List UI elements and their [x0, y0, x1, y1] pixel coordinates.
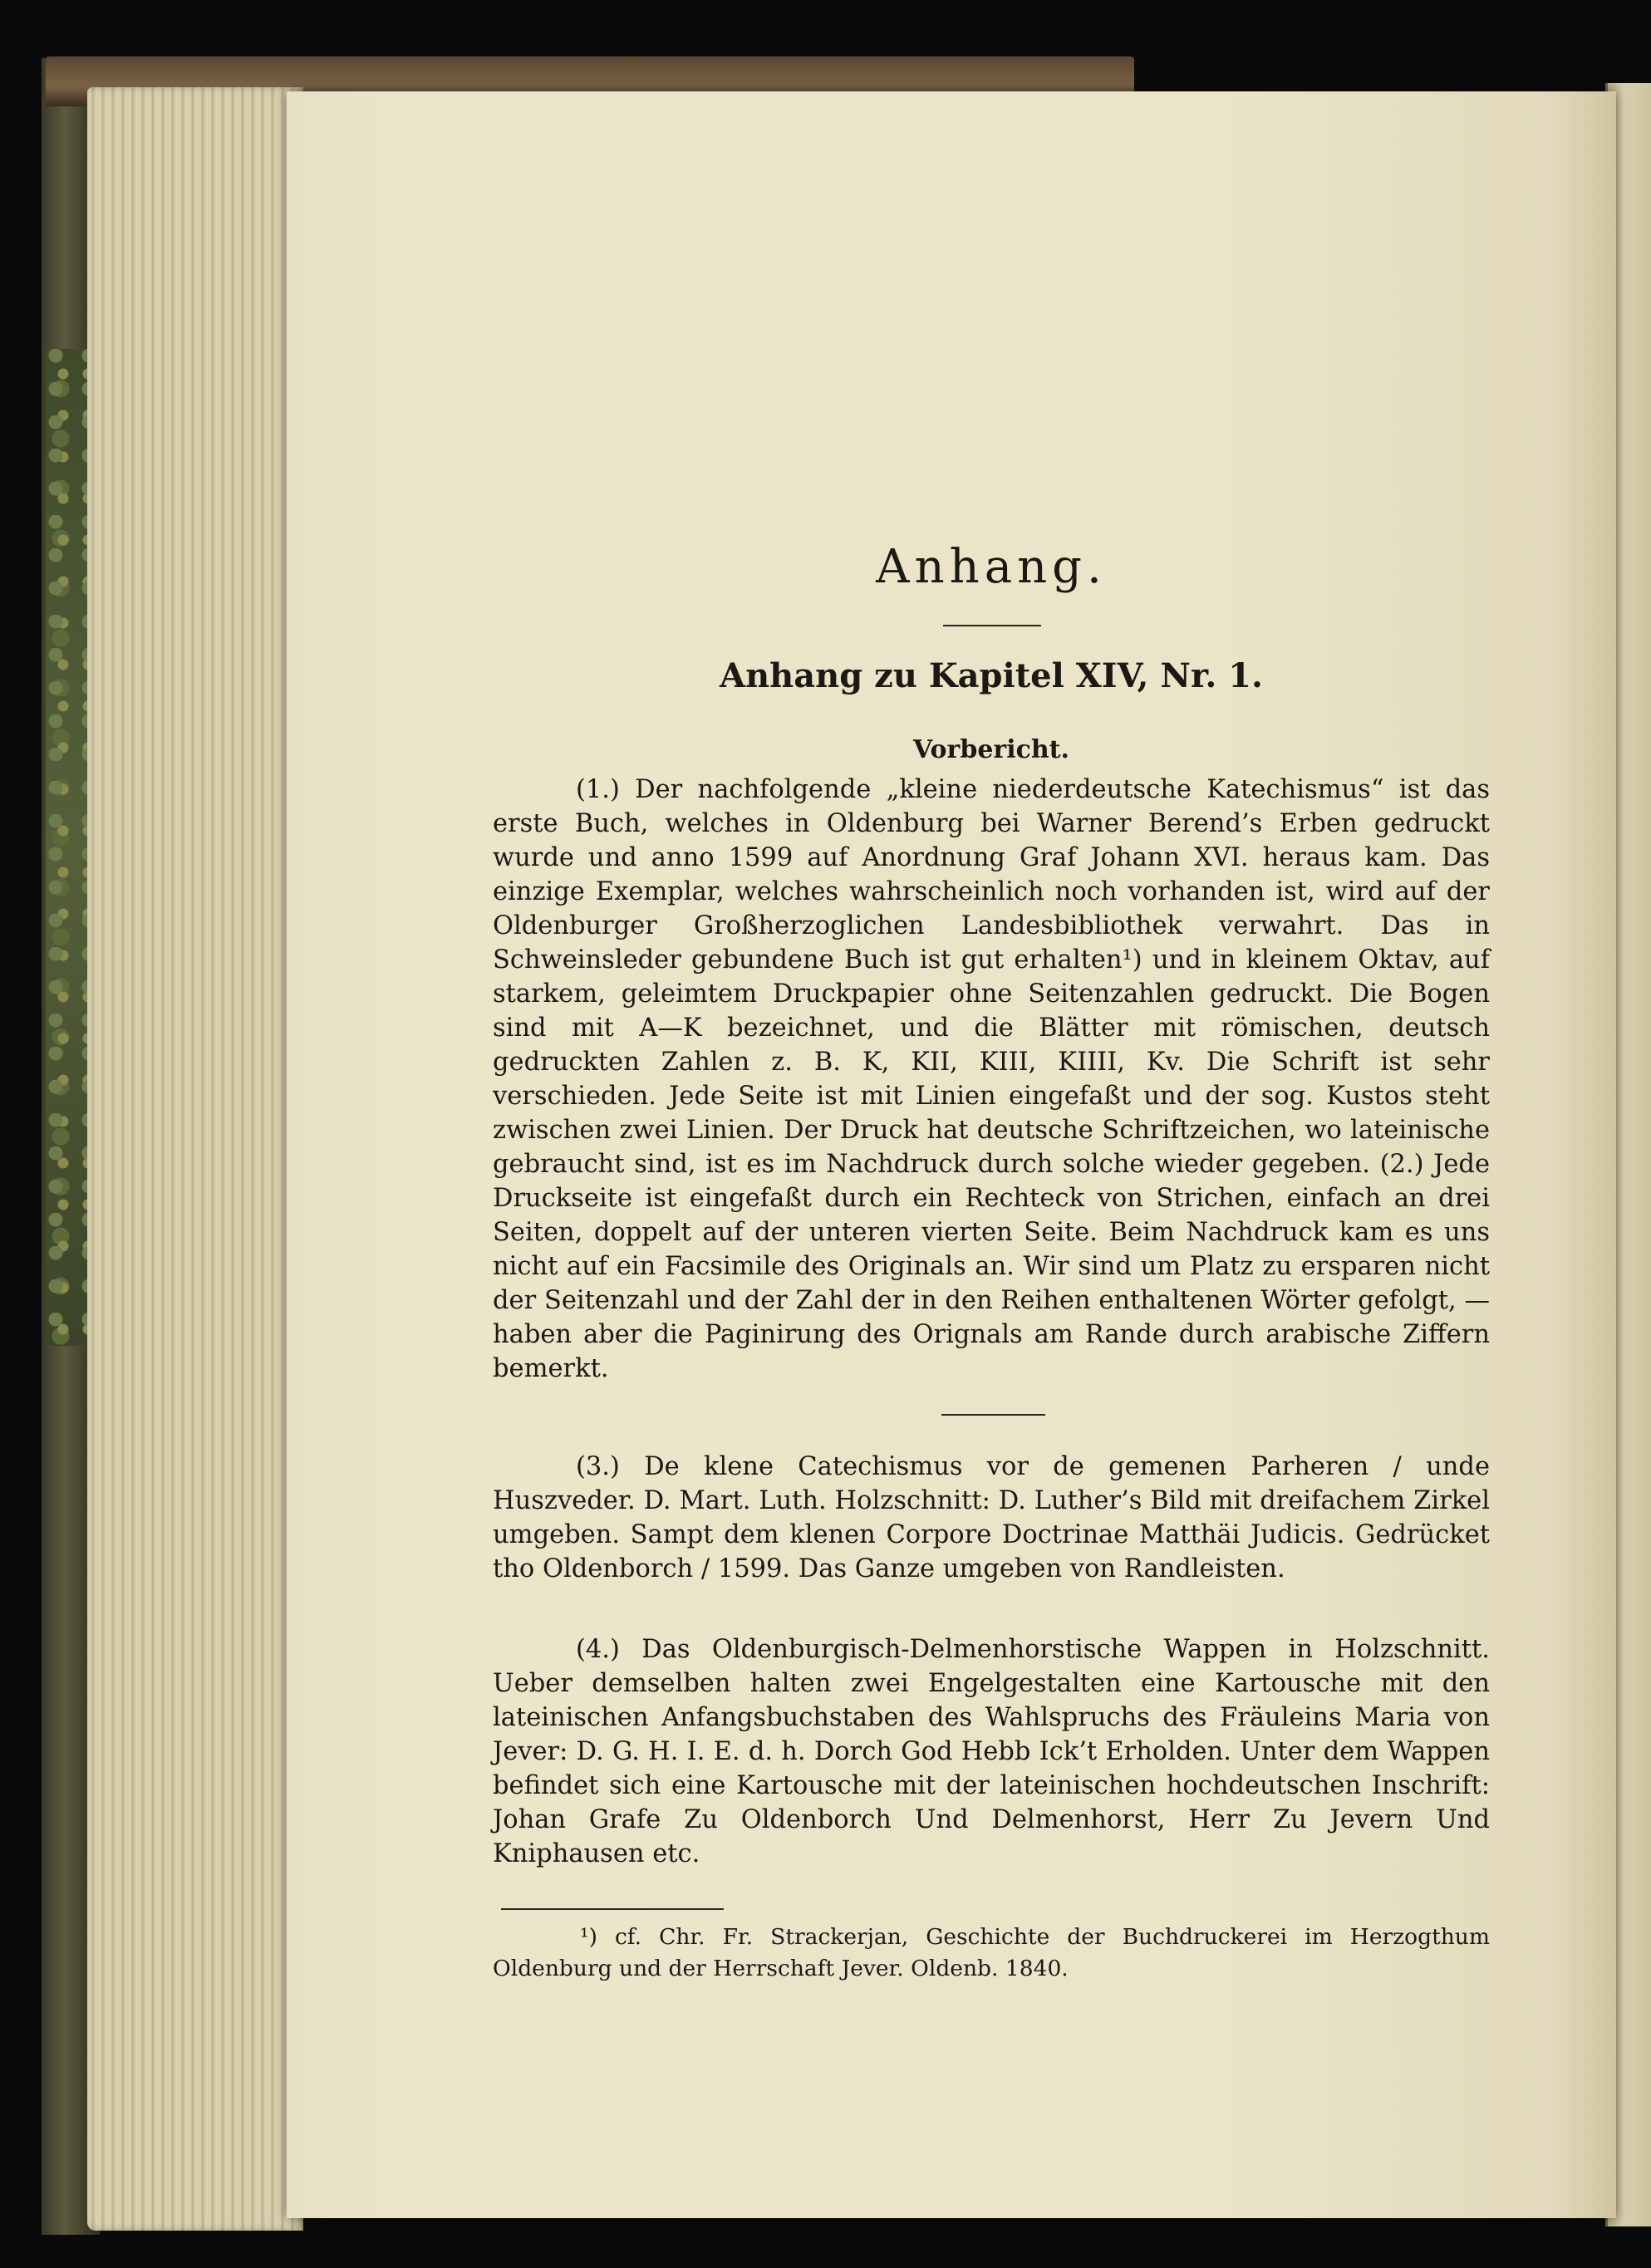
footnote [493, 1922, 1490, 1985]
section-divider [941, 1414, 1045, 1416]
paragraph-1 [493, 773, 1490, 1386]
chapter-title: Anhang. [876, 540, 1107, 594]
title-divider [943, 625, 1041, 626]
paragraph-2-text: (3.) De klene Catechismus vor de gemenen Parheren / unde Huszveder. D. Mart. Luth. Holzschnitt: D. Luther’s Bild mit dreifachem Zirkel umgeben. Sampt dem klenen Corpore Doctrinae Matthäi Judicis. Gedrücket tho Oldenborch / 1599. Das Ganze umgeben von Randleisten. [493, 1452, 1490, 1583]
paragraph-3 [493, 1632, 1490, 1871]
paragraph-3-text: (4.) Das Oldenburgisch-Delmenhorstische Wappen in Holzschnitt. Ueber demselben halten zwei Engelgestalten eine Kartousche mit den lateinischen Anfangsbuchstaben des Wahlspruchs des Fräuleins Maria von Jever: D. G. H. I. E. d. h. Dorch God Hebb Ick’t Erholden. Unter dem Wappen befindet sich eine Kartousche mit der lateinischen hochdeutschen Inschrift: Johan Grafe Zu Oldenborch Und Delmenhorst, Herr Zu Jevern Und Kniphausen etc. [493, 1635, 1490, 1868]
footnote-divider [501, 1908, 724, 1910]
marbled-cover [46, 349, 91, 1346]
page-edges-stack [87, 87, 303, 2231]
paragraph-2 [493, 1450, 1490, 1586]
section-heading: Anhang zu Kapitel XIV, Nr. 1. [720, 656, 1263, 695]
subheading: Vorbericht. [913, 735, 1069, 764]
paragraph-1-text: (1.) Der nachfolgende „kleine niederdeutsche Katechismus“ ist das erste Buch, welches in Oldenburg bei Warner Berend’s Erben gedruckt wurde und anno 1599 auf Anordnung Graf Johann XVI. heraus kam. Das einzige Exemplar, welches wahrscheinlich noch vorhanden ist, wird auf der Oldenburger Großherzoglichen Landesbibliothek verwahrt. Das in Schweinsleder gebundene Buch ist gut erhalten¹) und in kleinem Oktav, auf starkem, geleimtem Druckpapier ohne Seitenzahlen gedruckt. Die Bogen sind mit A—K bezeichnet, und die Blätter mit römischen, deutsch gedruckten Zahlen z. B. K, KII, KIII, KIIII, Kv. Die Schrift ist sehr verschieden. Jede Seite ist mit Linien eingefaßt und der sog. Kustos steht zwischen zwei Linien. Der Druck hat deutsche Schriftzeichen, wo lateinische gebraucht sind, ist es im Nachdruck durch solche wieder gegeben. (2.) Jede Druckseite ist eingefaßt durch ein Rechteck von Strichen, einfach an drei Seiten, doppelt auf der unteren vierten Seite. Beim Nachdruck kam es uns nicht auf ein Facsimile des Originals an. Wir sind um Platz zu ersparen nicht der Seitenzahl und der Zahl der in den Reihen enthaltenen Wörter gefolgt, — haben aber die Paginirung des Orignals am Rande durch arabische Ziffern bemerkt. [493, 775, 1490, 1383]
footnote-text: ¹) cf. Chr. Fr. Strackerjan, Geschichte der Buchdruckerei im Herzogthum Oldenburg und der Herrschaft Jever. Oldenb. 1840. [493, 1924, 1490, 1981]
